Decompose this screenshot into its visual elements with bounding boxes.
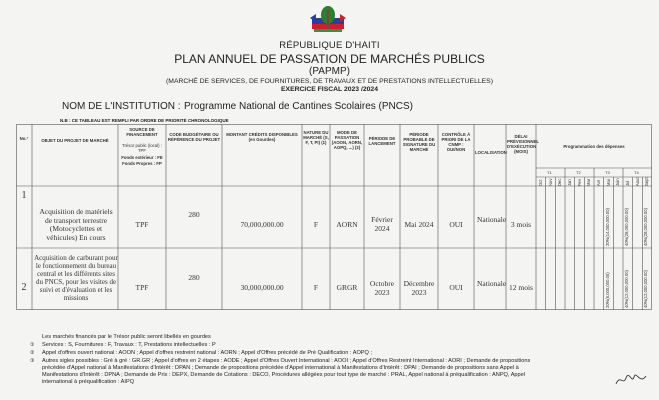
row1-lancement: Février 2024: [371, 215, 393, 233]
priority-note: N.B : CE TABLEAU EST REMPLI PAR ORDRE DE PRIORITÉ CHRONOLOGIQUE: [60, 118, 229, 123]
row2-mode: GRGR: [336, 283, 358, 292]
header-source: SOURCE DE FINANCEMENT: [126, 127, 158, 137]
republic-heading: RÉPUBLIQUE D'HAITI: [279, 40, 380, 51]
header-localisation: LOCALISATION: [475, 150, 507, 155]
month-aout: Aout: [635, 177, 640, 186]
quarter-t4: T4: [634, 170, 639, 175]
row1-mode: AORN: [336, 220, 358, 229]
header-mode: MODE DE PASSATION (AOON, AORN, AOPQ, ...) (2): [331, 130, 363, 150]
footnote-other-4: international à préqualification : AIPQ: [42, 379, 135, 385]
plan-acronym: (PAPMP): [309, 66, 350, 77]
row2-nature: F: [313, 283, 319, 292]
row2-controle: OUI: [449, 283, 463, 292]
header-programmation: Programmation des dépenses: [563, 144, 625, 149]
month-juin: Juin: [615, 178, 620, 186]
footnote-currency: Les marchés financés par le Trésor public seront libellés en gourdes: [42, 334, 211, 340]
header-delai: DÉLAI PRÉVISIONNEL D'EXÉCUTION (MOIS): [507, 134, 539, 154]
header-signature: PÉRIODE PROBABLE DE SIGNATURE DU MARCHÉ: [402, 132, 436, 152]
month-sept: Sept: [644, 177, 649, 186]
month-dec: Dec: [557, 178, 562, 186]
month-mai: Mai: [606, 179, 611, 186]
plan-subtitle: (MARCHÉ DE SERVICES, DE FOURNITURES, DE TRAVAUX ET DE PRESTATIONS INTELLECTUELLES): [166, 78, 493, 85]
row2-source: TPF: [135, 283, 149, 292]
row2-code: 280: [188, 273, 200, 282]
institution-name: Programme National de Cantines Scolaires (PNCS): [184, 101, 413, 112]
plan-title: PLAN ANNUEL DE PASSATION DE MARCHÉS PUBLICS: [174, 52, 485, 66]
fiscal-year: EXERCICE FISCAL 2023 /2024: [281, 86, 378, 93]
signature-icon: [614, 372, 648, 388]
month-jul: Jul: [625, 180, 630, 186]
row1-controle: OUI: [449, 220, 463, 229]
haiti-coat-of-arms-icon: [306, 4, 350, 32]
header-objet: OBJET DU PROJET DE MARCHÉ: [41, 138, 109, 143]
row2-prog-sept: 40%(12,000,000.00): [643, 270, 648, 308]
row1-code: 280: [188, 210, 200, 219]
footnote-nature: Services : S, Fournitures : F, Travaux : T, Prestations intellectuelles : P: [42, 342, 216, 348]
header-source-own: Fonds Propres : FP: [122, 161, 162, 166]
row2-delai: 12 mois: [509, 283, 533, 292]
month-mar: Mar: [586, 178, 591, 186]
row1-objet: Acquisition de matériels de transport terrestre (Motocyclettes et véhicules) En cours: [39, 207, 113, 242]
row1-no: 1: [21, 190, 27, 201]
month-oct: Oct: [538, 179, 543, 186]
month-avr: Avr: [596, 179, 601, 186]
institution-label: NOM DE L'INSTITUTION :: [62, 101, 181, 112]
header-code: CODE BUDGÉTAIRE OU RÉFÉRENCE DU PROJET: [167, 132, 221, 142]
row2-signature: Décembre 2023: [403, 279, 435, 297]
month-jan: Jan: [567, 179, 572, 186]
footnote-other-2: précédée d'Appel national à Manifestations d'Intérêt : DPAN ; Demande de propositions précédée d'Appel international à Manifestations d'Intérêt : DPAI ; Demande de propositions sans Appel à: [42, 365, 519, 371]
row1-nature: F: [313, 220, 319, 229]
header-lancement: PÉRIODE DE LANCEMENT: [368, 136, 396, 146]
row2-prog-jul: 40%(12,000,000.00): [624, 270, 629, 308]
month-fev: Fev: [577, 179, 582, 186]
row1-montant: 70,000,000.00: [240, 220, 284, 229]
quarter-t3: T3: [605, 170, 610, 175]
row2-prog-avr: 20%(6,000,000.00): [605, 272, 610, 308]
footnote-other-3: Manifestations d'Intérêt : DPNA ; Demande de Prix : DEPX, Demande de Cotations : DECO, Procédures allégées pour tout type de marché : PRAL, Appel national à préqualification : ANPQ, Appel: [42, 372, 526, 378]
row1-prog-sept: 40%(28,000,000.00): [643, 208, 648, 246]
row2-no: 2: [21, 282, 27, 293]
row2-lancement: Octobre 2023: [369, 279, 395, 297]
row1-delai: 3 mois: [510, 220, 532, 229]
header-source-external: Fonds extérieur : FE: [121, 155, 163, 160]
row1-localisation: Nationale: [477, 215, 507, 224]
header-nature: NATURE DU MARCHÉ (S, F, T, PI) (1): [303, 130, 329, 145]
row1-source: TPF: [135, 220, 149, 229]
row2-localisation: Nationale: [477, 279, 507, 288]
month-nov: Nov: [548, 178, 553, 186]
header-source-local: Trésor public (local) : TPF: [122, 143, 162, 153]
quarter-t1: T1: [547, 170, 552, 175]
quarter-t2: T2: [576, 170, 581, 175]
header-no: No.°: [19, 136, 29, 141]
row2-objet: Acquisition de carburant pour le fonctionnement du bureau central et les différents sites du PNCS, pour les visites de suivi et d'évaluation et les missions: [34, 254, 118, 302]
footnote-marker-2: ②: [30, 350, 35, 356]
footnote-other-1: Autres sigles possibles : Gré à gré : GR.GR ; Appel d'offres en 2 étapes : AODE ; Appel d'Offres Ouvert International : AOOI ; Appel d'Offres Restreint International : AORI ; Demande de propositions: [42, 358, 531, 364]
footnote-marker-1: ①: [30, 342, 35, 348]
row2-montant: 30,000,000.00: [240, 283, 284, 292]
row1-prog-jul: 40%(28,000,000.00): [624, 208, 629, 246]
row1-signature: Mai 2024: [404, 220, 434, 229]
header-montant: MONTANT CRÉDITS DISPONIBLES (en Gourdes): [226, 132, 298, 142]
row1-prog-avr: 20%(14,000,000.00): [605, 208, 610, 246]
footnote-marker-3: ③: [30, 358, 35, 364]
header-controle: CONTRÔLE À PRIORI DE LA CNMP : OUI/NON: [441, 132, 471, 152]
procurement-table: [16, 124, 652, 310]
footnote-modes: Appel d'offres ouvert national : AOON ; Appel d'offres restreint national : AORN ; Appel d'Offres précédé de Pré Qualification : AOPQ ;: [42, 350, 372, 356]
